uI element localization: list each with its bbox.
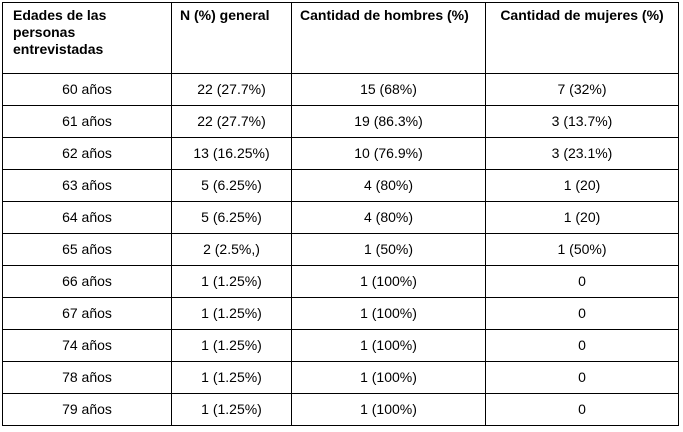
table-row (3, 330, 679, 362)
cell-n-general: 5 (6.25%) (172, 202, 292, 234)
cell-women: 0 (486, 394, 679, 426)
age-distribution-table (2, 2, 679, 426)
table-row (3, 202, 679, 234)
header-women: Cantidad de mujeres (%) (486, 3, 679, 74)
cell-n-general: 5 (6.25%) (172, 170, 292, 202)
cell-age: 65 años (3, 234, 172, 266)
cell-men: 19 (86.3%) (292, 106, 486, 138)
cell-age: 64 años (3, 202, 172, 234)
cell-age: 78 años (3, 362, 172, 394)
cell-men: 15 (68%) (292, 74, 486, 106)
cell-men: 1 (100%) (292, 362, 486, 394)
header-n-general: N (%) general (172, 3, 292, 74)
table-row (3, 138, 679, 170)
cell-n-general: 1 (1.25%) (172, 298, 292, 330)
cell-n-general: 1 (1.25%) (172, 266, 292, 298)
cell-women: 1 (50%) (486, 234, 679, 266)
cell-men: 1 (100%) (292, 394, 486, 426)
cell-men: 1 (100%) (292, 298, 486, 330)
cell-men: 4 (80%) (292, 170, 486, 202)
cell-men: 1 (100%) (292, 266, 486, 298)
table-row (3, 170, 679, 202)
cell-women: 0 (486, 330, 679, 362)
cell-n-general: 13 (16.25%) (172, 138, 292, 170)
cell-women: 0 (486, 362, 679, 394)
table-header (3, 3, 679, 74)
cell-men: 4 (80%) (292, 202, 486, 234)
cell-women: 3 (13.7%) (486, 106, 679, 138)
cell-age: 74 años (3, 330, 172, 362)
header-row (3, 3, 679, 74)
cell-n-general: 22 (27.7%) (172, 74, 292, 106)
cell-women: 1 (20) (486, 202, 679, 234)
cell-age: 66 años (3, 266, 172, 298)
cell-n-general: 22 (27.7%) (172, 106, 292, 138)
table-row (3, 106, 679, 138)
cell-age: 79 años (3, 394, 172, 426)
header-age: Edades de las personas entrevistadas (3, 3, 172, 74)
cell-age: 62 años (3, 138, 172, 170)
cell-n-general: 1 (1.25%) (172, 394, 292, 426)
table-row (3, 266, 679, 298)
cell-n-general: 1 (1.25%) (172, 330, 292, 362)
table-row (3, 234, 679, 266)
table-body (3, 74, 679, 426)
cell-age: 67 años (3, 298, 172, 330)
cell-n-general: 1 (1.25%) (172, 362, 292, 394)
cell-age: 61 años (3, 106, 172, 138)
cell-men: 10 (76.9%) (292, 138, 486, 170)
cell-women: 0 (486, 266, 679, 298)
cell-women: 1 (20) (486, 170, 679, 202)
cell-age: 60 años (3, 74, 172, 106)
cell-men: 1 (100%) (292, 330, 486, 362)
cell-women: 0 (486, 298, 679, 330)
table-row (3, 298, 679, 330)
table-row (3, 362, 679, 394)
cell-women: 7 (32%) (486, 74, 679, 106)
table-row (3, 394, 679, 426)
cell-age: 63 años (3, 170, 172, 202)
header-men: Cantidad de hombres (%) (292, 3, 486, 74)
cell-men: 1 (50%) (292, 234, 486, 266)
cell-n-general: 2 (2.5%,) (172, 234, 292, 266)
table-row (3, 74, 679, 106)
cell-women: 3 (23.1%) (486, 138, 679, 170)
